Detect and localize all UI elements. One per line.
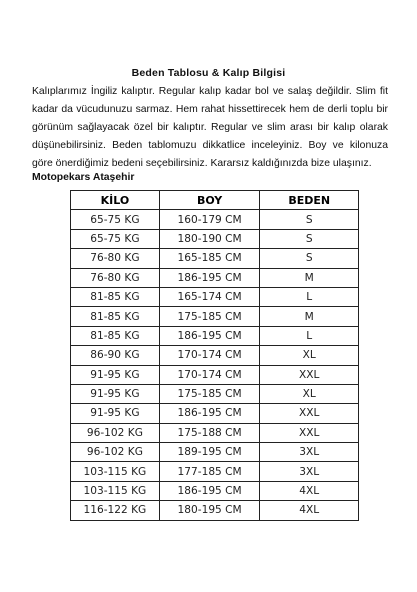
size-cell: 3XL (260, 462, 359, 481)
height-cell: 175-185 CM (159, 307, 260, 326)
weight-cell: 91-95 KG (71, 365, 160, 384)
table-row (71, 210, 359, 229)
size-cell: M (260, 268, 359, 287)
table-row (71, 423, 359, 442)
header-size: BEDEN (260, 191, 359, 210)
size-cell: 4XL (260, 481, 359, 500)
table-row (71, 326, 359, 345)
weight-cell: 81-85 KG (71, 287, 160, 306)
store-name: Motopekars Ataşehir (32, 172, 135, 183)
height-cell: 165-174 CM (159, 287, 260, 306)
weight-cell: 96-102 KG (71, 423, 160, 442)
weight-cell: 86-90 KG (71, 346, 160, 365)
table-row (71, 404, 359, 423)
size-cell: 4XL (260, 501, 359, 520)
table-row (71, 462, 359, 481)
height-cell: 186-195 CM (159, 481, 260, 500)
size-cell: L (260, 326, 359, 345)
weight-cell: 81-85 KG (71, 326, 160, 345)
table-row (71, 346, 359, 365)
height-cell: 186-195 CM (159, 404, 260, 423)
size-cell: M (260, 307, 359, 326)
table-row (71, 365, 359, 384)
weight-cell: 103-115 KG (71, 481, 160, 500)
table-row (71, 287, 359, 306)
table-row (71, 501, 359, 520)
header-height: BOY (159, 191, 260, 210)
height-cell: 160-179 CM (159, 210, 260, 229)
size-cell: 3XL (260, 443, 359, 462)
height-cell: 189-195 CM (159, 443, 260, 462)
size-cell: XXL (260, 423, 359, 442)
height-cell: 175-188 CM (159, 423, 260, 442)
table-header-row (71, 191, 359, 210)
weight-cell: 96-102 KG (71, 443, 160, 462)
table-row (71, 307, 359, 326)
height-cell: 180-190 CM (159, 229, 260, 248)
table-row (71, 229, 359, 248)
weight-cell: 91-95 KG (71, 404, 160, 423)
height-cell: 186-195 CM (159, 326, 260, 345)
table-row (71, 443, 359, 462)
fit-description: Kalıplarımız İngiliz kalıptır. Regular kalıp kadar bol ve salaş değildir. Slim fit kadar da vücudunuzu sarmaz. Hem rahat hissettirecek hem de derli toplu bir görünüm sağlayacak özel bir kalıptır. Regular ve slim arası bir kalıp olarak düşünebilirsiniz. Beden tablomuzu dikkatlice inceleyiniz. Boy ve kilonuza göre önerdiğimiz bedeni seçebilirsiniz. Kararsız kaldığınızda bize ulaşınız. (32, 86, 388, 170)
height-cell: 186-195 CM (159, 268, 260, 287)
weight-cell: 116-122 KG (71, 501, 160, 520)
size-cell: S (260, 210, 359, 229)
document-title: Beden Tablosu & Kalıp Bilgisi (131, 67, 286, 79)
weight-cell: 81-85 KG (71, 307, 160, 326)
size-cell: XXL (260, 404, 359, 423)
height-cell: 175-185 CM (159, 384, 260, 403)
size-cell: XXL (260, 365, 359, 384)
table-row (71, 268, 359, 287)
height-cell: 170-174 CM (159, 365, 260, 384)
weight-cell: 103-115 KG (71, 462, 160, 481)
header-weight: KİLO (71, 191, 160, 210)
table-row (71, 249, 359, 268)
height-cell: 165-185 CM (159, 249, 260, 268)
weight-cell: 91-95 KG (71, 384, 160, 403)
height-cell: 170-174 CM (159, 346, 260, 365)
table-row (71, 481, 359, 500)
weight-cell: 76-80 KG (71, 249, 160, 268)
weight-cell: 65-75 KG (71, 210, 160, 229)
size-cell: S (260, 249, 359, 268)
table-body (71, 210, 359, 520)
weight-cell: 65-75 KG (71, 229, 160, 248)
height-cell: 180-195 CM (159, 501, 260, 520)
size-cell: L (260, 287, 359, 306)
table-row (71, 384, 359, 403)
size-cell: XL (260, 384, 359, 403)
size-table (70, 190, 359, 521)
weight-cell: 76-80 KG (71, 268, 160, 287)
height-cell: 177-185 CM (159, 462, 260, 481)
size-cell: XL (260, 346, 359, 365)
size-cell: S (260, 229, 359, 248)
